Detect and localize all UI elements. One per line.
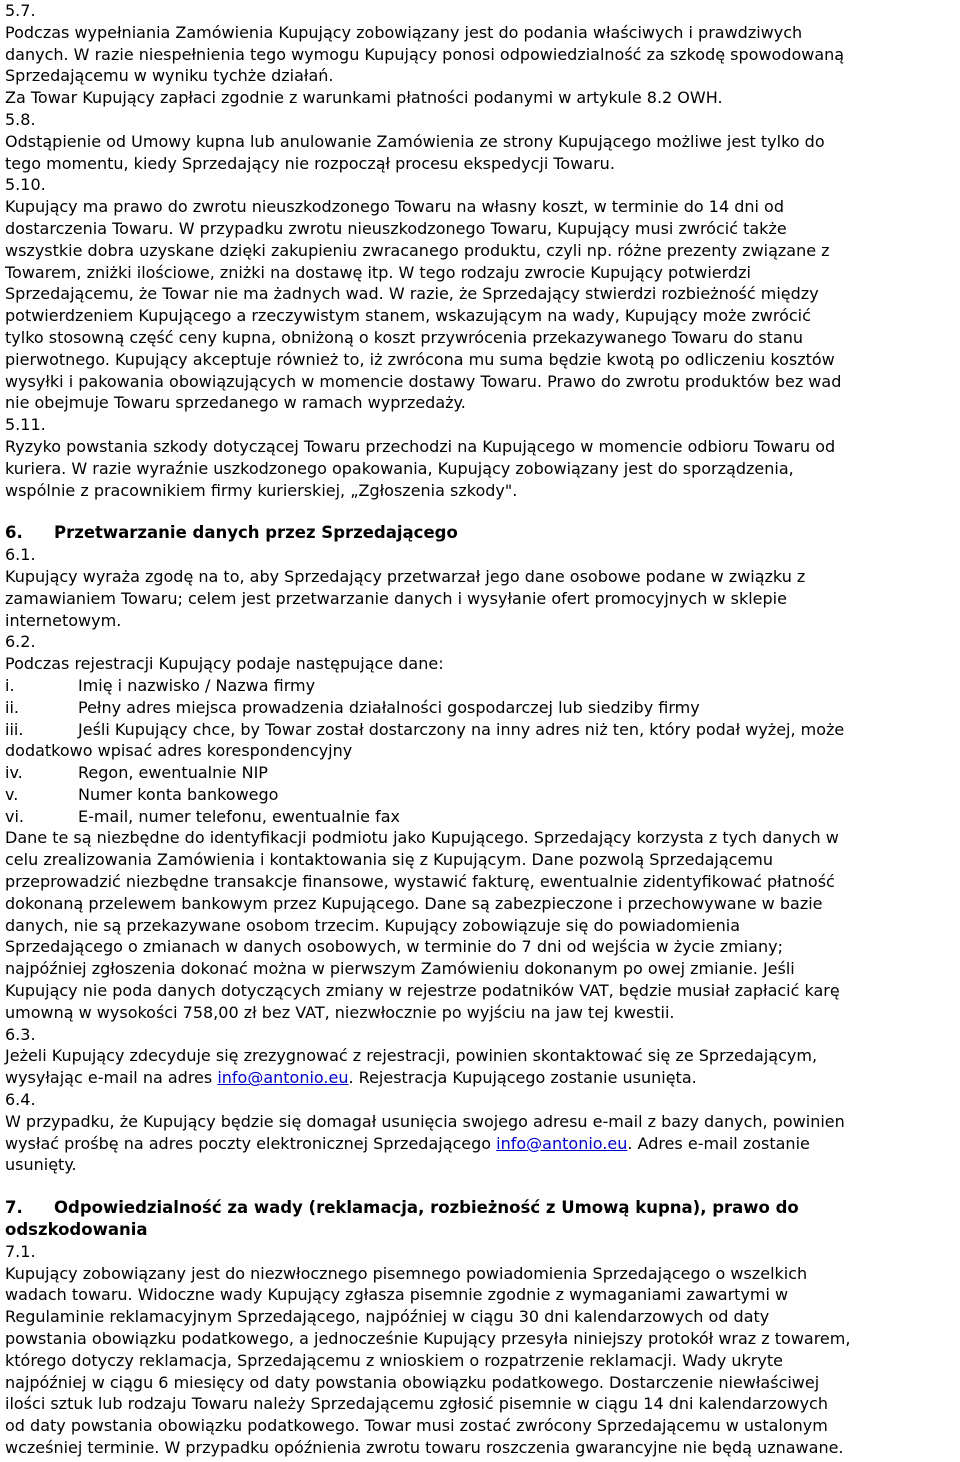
paragraph-line: wcześniej terminie. W przypadku opóźnienia zwrotu towaru roszczenia gwarancyjne nie będą uznawane. <box>5 1438 844 1457</box>
list-item <box>5 719 953 741</box>
clause-number: 5.11. <box>5 415 46 435</box>
paragraph-line: kuriera. W razie wyraźnie uszkodzonego opakowania, Kupujący zobowiązany jest do sporządzenia, <box>5 458 794 478</box>
clause-number: 5.8. <box>5 109 36 129</box>
clause-number: 5.7. <box>5 1 36 20</box>
paragraph-line: Ryzyko powstania szkody dotyczącej Towaru przechodzi na Kupującego w momencie odbioru Towaru od <box>5 436 836 456</box>
paragraph-line: nie obejmuje Towaru sprzedanego w ramach wyprzedaży. <box>5 393 466 413</box>
paragraph-line: Kupujący nie poda danych dotyczących zmiany w rejestrze podatników VAT, będzie musiał zapłacić karę <box>5 981 840 1001</box>
list-item-text: Regon, ewentualnie NIP <box>78 763 268 783</box>
paragraph-line: od daty powstania obowiązku podatkowego. Towar musi zostać zwrócony Sprzedającemu w ustalonym <box>5 1416 828 1436</box>
paragraph-line: internetowym. <box>5 610 122 630</box>
paragraph-line: umowną w wysokości 758,00 zł bez VAT, niezwłocznie po wyjściu na jaw tej kwestii. <box>5 1002 675 1022</box>
list-item <box>5 697 953 719</box>
list-item <box>5 762 953 784</box>
section-title-continuation: odszkodowania <box>5 1220 148 1240</box>
section-title: Odpowiedzialność za wady (reklamacja, rozbieżność z Umową kupna), prawo do <box>54 1198 799 1218</box>
paragraph-line: Jeżeli Kupujący zdecyduje się zrezygnować z rejestracji, powinien skontaktować się ze Sprzedającym, <box>5 1046 818 1066</box>
list-item-text: dodatkowo wpisać adres korespondencyjny <box>5 741 353 761</box>
clause-number: 7.1. <box>5 1241 36 1261</box>
list-numeral: iii. <box>5 719 24 739</box>
clause-number: 6.4. <box>5 1090 36 1110</box>
paragraph-line: wysyłki i pakowania obowiązujących w momencie dostawy Towaru. Prawo do zwrotu produktów bez wad <box>5 371 842 391</box>
paragraph-line: Sprzedającemu w wyniku tychże działań. <box>5 66 334 86</box>
list-item-text: Numer konta bankowego <box>78 784 279 804</box>
list-numeral: v. <box>5 784 19 804</box>
clause-number: 5.10. <box>5 175 46 195</box>
list-item-text: E-mail, numer telefonu, ewentualnie fax <box>78 806 400 826</box>
paragraph-text: wysyłając e-mail na adres <box>5 1068 218 1088</box>
email-link[interactable]: info@antonio.eu <box>496 1133 628 1153</box>
paragraph-line: najpóźniej w ciągu 6 miesięcy od daty powstania obowiązku podatkowego. Dostarczenie niewłaściwej <box>5 1372 820 1392</box>
section-number: 7. <box>5 1198 23 1218</box>
paragraph-line: dokonaną przelewem bankowym przez Kupującego. Dane są zabezpieczone i przechowywane w bazie <box>5 893 823 913</box>
paragraph-line: Kupujący ma prawo do zwrotu nieuszkodzonego Towaru na własny koszt, w terminie do 14 dni od <box>5 197 784 217</box>
section-heading <box>5 1197 953 1241</box>
data-list <box>5 675 953 828</box>
clause-number: 6.3. <box>5 1024 36 1044</box>
paragraph-text: wysłać prośbę na adres poczty elektronicznej Sprzedającego <box>5 1133 497 1153</box>
clause-number: 6.1. <box>5 545 36 565</box>
section-title: Przetwarzanie danych przez Sprzedającego <box>54 523 458 543</box>
list-numeral: vi. <box>5 806 24 826</box>
paragraph-line: W przypadku, że Kupujący będzie się domagał usunięcia swojego adresu e-mail z bazy danych, powinien <box>5 1111 845 1131</box>
list-numeral: iv. <box>5 763 23 783</box>
paragraph-line: wadach towaru. Widoczne wady Kupujący zgłasza pisemnie zgodnie z wymaganiami zawartymi w <box>5 1285 789 1305</box>
paragraph-line: danych, nie są przekazywane osobom trzecim. Kupujący zobowiązuje się do powiadomienia <box>5 915 740 935</box>
paragraph-line: zamawianiem Towaru; celem jest przetwarzanie danych i wysyłanie ofert promocyjnych w sklepie <box>5 588 787 608</box>
list-item <box>5 806 953 828</box>
clause-number: 6.2. <box>5 632 36 652</box>
paragraph-line: Dane te są niezbędne do identyfikacji podmiotu jako Kupującego. Sprzedający korzysta z tych danych w <box>5 828 839 848</box>
paragraph-line: Kupujący wyraża zgodę na to, aby Sprzedający przetwarzał jego dane osobowe podane w związku z <box>5 566 806 586</box>
paragraph-line: danych. W razie niespełnienia tego wymogu Kupujący ponosi odpowiedzialność za szkodę spowodowaną <box>5 44 845 64</box>
paragraph-line: tego momentu, kiedy Sprzedający nie rozpoczął procesu ekspedycji Towaru. <box>5 153 615 173</box>
paragraph-line: powstania obowiązku podatkowego, a jednocześnie Kupujący przesyła niniejszy protokół wraz z towarem, <box>5 1329 851 1349</box>
paragraph-line: Sprzedającemu, że Towar nie ma żadnych wad. W razie, że Sprzedający stwierdzi rozbieżność między <box>5 284 819 304</box>
paragraph-text: . Rejestracja Kupującego zostanie usunięta. <box>348 1068 697 1088</box>
list-item <box>5 675 953 697</box>
paragraph-line: celu zrealizowania Zamówienia i kontaktowania się z Kupującym. Dane pozwolą Sprzedającemu <box>5 850 774 870</box>
section-number: 6. <box>5 523 23 543</box>
paragraph-line: najpóźniej zgłoszenia dokonać można w pierwszym Zamówieniu dokonanym po owej zmianie. Jeśli <box>5 959 795 979</box>
list-item-text: Imię i nazwisko / Nazwa firmy <box>78 675 316 695</box>
paragraph-line: pierwotnego. Kupujący akceptuje również to, iż zwrócona mu suma będzie kwotą po odliczeniu kosztów <box>5 349 835 369</box>
paragraph-line: Podczas rejestracji Kupujący podaje następujące dane: <box>5 654 444 674</box>
paragraph-line: Regulaminie reklamacyjnym Sprzedającego, najpóźniej w ciągu 30 dni kalendarzowych od daty <box>5 1307 770 1327</box>
paragraph-line: Sprzedającego o zmianach w danych osobowych, w terminie do 7 dni od wejścia w życie zmiany; <box>5 937 783 957</box>
list-numeral: ii. <box>5 697 19 717</box>
list-item-text: Jeśli Kupujący chce, by Towar został dostarczony na inny adres niż ten, który podał wyżej, może <box>78 719 845 739</box>
list-item-continuation <box>5 740 953 762</box>
list-item-text: Pełny adres miejsca prowadzenia działalności gospodarczej lub siedziby firmy <box>78 697 700 717</box>
paragraph-line: Podczas wypełniania Zamówienia Kupujący zobowiązany jest do podania właściwych i prawdziwych <box>5 22 803 42</box>
section-heading <box>5 522 953 544</box>
paragraph-text: . Adres e-mail zostanie <box>627 1133 810 1153</box>
list-item <box>5 784 953 806</box>
paragraph-line: Odstąpienie od Umowy kupna lub anulowanie Zamówienia ze strony Kupującego możliwe jest tylko do <box>5 131 825 151</box>
paragraph-line <box>5 1067 953 1089</box>
paragraph-line <box>5 1133 953 1155</box>
list-numeral: i. <box>5 675 15 695</box>
paragraph-line: wspólnie z pracownikiem firmy kurierskiej, „Zgłoszenia szkody". <box>5 480 518 500</box>
paragraph-line: Kupujący zobowiązany jest do niezwłocznego pisemnego powiadomienia Sprzedającego o wszelkich <box>5 1263 808 1283</box>
email-link[interactable]: info@antonio.eu <box>217 1068 349 1088</box>
paragraph-line: usunięty. <box>5 1155 77 1175</box>
paragraph-line: którego dotyczy reklamacja, Sprzedającemu z wnioskiem o rozpatrzenie reklamacji. Wady ukryte <box>5 1350 783 1370</box>
paragraph-line: ilości sztuk lub rodzaju Towaru należy Sprzedającemu zgłosić pisemnie w ciągu 14 dni kalendarzowych <box>5 1394 828 1414</box>
paragraph-line: wszystkie dobra uzyskane dzięki zakupieniu zwracanego produktu, czyli np. różne prezenty związane z <box>5 240 830 260</box>
paragraph-line: potwierdzeniem Kupującego a rzeczywistym stanem, wskazującym na wady, Kupujący może zwrócić <box>5 306 811 326</box>
paragraph-line: Za Towar Kupujący zapłaci zgodnie z warunkami płatności podanymi w artykule 8.2 OWH. <box>5 88 723 108</box>
paragraph-line: tylko stosowną część ceny kupna, obniżoną o koszt przywrócenia przekazywanego Towaru do stanu <box>5 327 804 347</box>
paragraph-line: przeprowadzić niezbędne transakcje finansowe, wystawić fakturę, ewentualnie zidentyfikować płatność <box>5 872 835 892</box>
paragraph-line: dostarczenia Towaru. W przypadku zwrotu nieuszkodzonego Towaru, Kupujący musi zwrócić także <box>5 218 787 238</box>
paragraph-line: Towarem, zniżki ilościowe, zniżki na dostawę itp. W tego rodzaju zwrocie Kupujący potwierdzi <box>5 262 751 282</box>
